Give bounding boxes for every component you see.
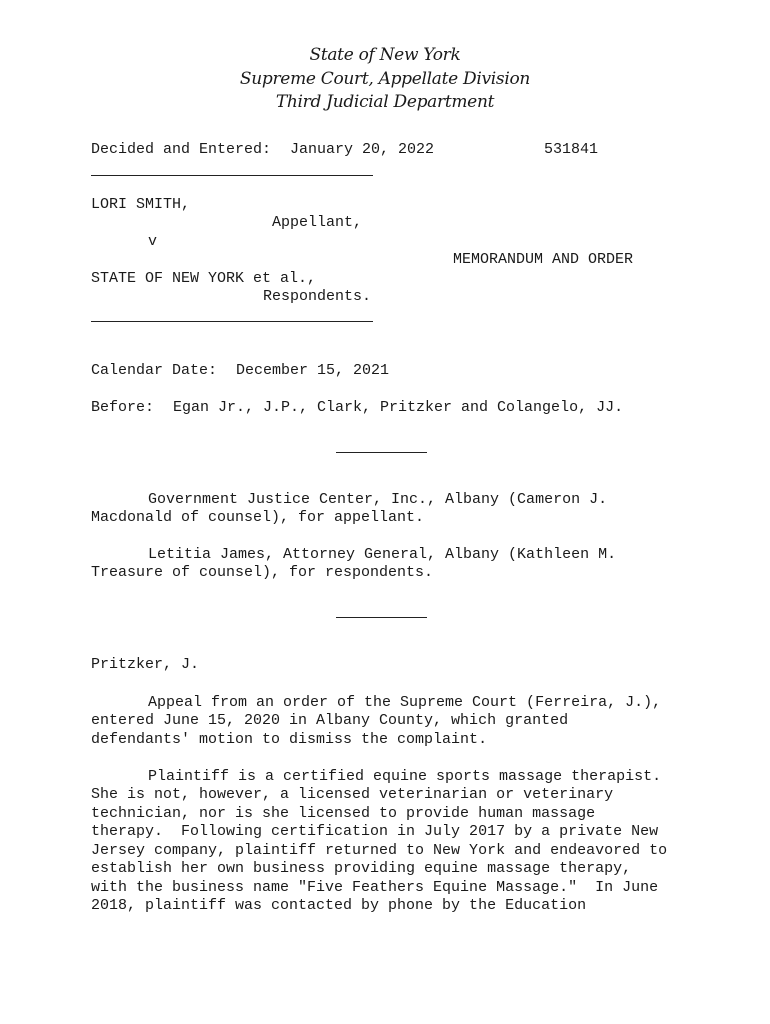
versus: v	[148, 233, 158, 250]
header-court: Supreme Court, Appellate Division	[239, 68, 531, 89]
order-type: MEMORANDUM AND ORDER	[453, 251, 634, 268]
docket-number: 531841	[544, 141, 599, 158]
appellant-counsel-line1: Government Justice Center, Inc., Albany (Cameron J.	[148, 491, 608, 508]
respondent-role: Respondents.	[263, 288, 372, 305]
before-judges: Egan Jr., J.P., Clark, Pritzker and Colangelo, JJ.	[173, 399, 624, 416]
respondent-name: STATE OF NEW YORK et al.,	[91, 270, 317, 287]
opinion-author: Pritzker, J.	[91, 656, 200, 673]
body-p2-line: establish her own business providing equine massage therapy,	[91, 860, 632, 877]
court-header	[0, 44, 770, 115]
respondent-counsel-line2: Treasure of counsel), for respondents.	[91, 564, 434, 581]
body-p2-line: 2018, plaintiff was contacted by phone by the Education	[91, 897, 587, 914]
appellant-counsel-line2: Macdonald of counsel), for appellant.	[91, 509, 425, 526]
body-p2-line: therapy. Following certification in July 2017 by a private New	[91, 823, 659, 840]
body-p2-line: with the business name "Five Feathers Equine Massage." In June	[91, 879, 659, 896]
decided-label: Decided and Entered:	[91, 141, 272, 158]
body-p1-line: Appeal from an order of the Supreme Court (Ferreira, J.),	[148, 694, 662, 711]
section-divider-1	[336, 452, 427, 453]
caption-top-rule	[91, 175, 373, 176]
header-state: State of New York	[309, 45, 461, 65]
appellant-role: Appellant,	[272, 214, 363, 231]
calendar-label: Calendar Date:	[91, 362, 218, 379]
body-p2-line: technician, nor is she licensed to provide human massage	[91, 805, 596, 822]
body-p1-line: entered June 15, 2020 in Albany County, which granted	[91, 712, 569, 729]
calendar-date: December 15, 2021	[236, 362, 390, 379]
respondent-counsel-line1: Letitia James, Attorney General, Albany (Kathleen M.	[148, 546, 617, 563]
body-p2-line: Jersey company, plaintiff returned to New York and endeavored to	[91, 842, 668, 859]
body-p2-line: She is not, however, a licensed veterinarian or veterinary	[91, 786, 614, 803]
body-p2-line: Plaintiff is a certified equine sports massage therapist.	[148, 768, 662, 785]
header-department: Third Judicial Department	[275, 92, 495, 112]
decided-date: January 20, 2022	[290, 141, 435, 158]
appellant-name: LORI SMITH,	[91, 196, 191, 213]
caption-bottom-rule	[91, 321, 373, 322]
section-divider-2	[336, 617, 427, 618]
body-p1-line: defendants' motion to dismiss the complaint.	[91, 731, 488, 748]
before-label: Before:	[91, 399, 155, 416]
